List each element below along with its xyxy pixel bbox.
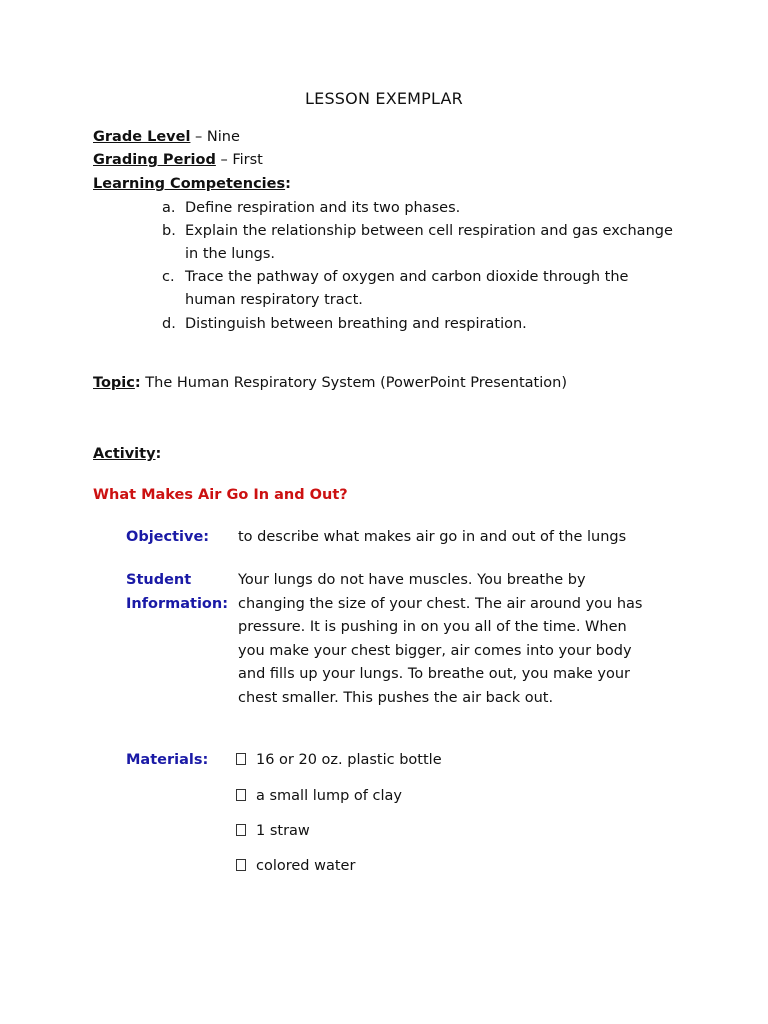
topic-line <box>93 375 567 391</box>
learning-competencies-label: Learning Competencies <box>93 176 286 192</box>
topic-label: Topic <box>93 375 135 391</box>
grade-level-line <box>93 129 240 145</box>
checkbox-icon <box>236 789 246 801</box>
competency-item <box>162 200 460 216</box>
topic-value: The Human Respiratory System (PowerPoint Presentation) <box>140 375 567 391</box>
material-item <box>236 823 310 839</box>
material-text: 16 or 20 oz. plastic bottle <box>256 752 442 768</box>
learning-competencies-heading <box>93 176 291 192</box>
competency-marker: a. <box>162 200 176 216</box>
material-text: a small lump of clay <box>256 788 402 804</box>
competency-text: Distinguish between breathing and respiration. <box>185 316 527 332</box>
material-text: 1 straw <box>256 823 310 839</box>
activity-heading <box>93 446 161 462</box>
material-text: colored water <box>256 858 356 874</box>
competency-text: Define respiration and its two phases. <box>185 200 461 216</box>
competency-marker: d. <box>162 316 176 332</box>
activity-title: What Makes Air Go In and Out? <box>93 487 348 503</box>
objective-label: Objective: <box>126 529 210 545</box>
checkbox-icon <box>236 859 246 871</box>
student-information-value: Your lungs do not have muscles. You breathe by changing the size of your chest. The air around you has pressure. It is pushing in on you all of the time. When you make your chest bigger, air comes into your body and fills up your lungs. To breathe out, you make your chest smaller. This pushes the air back out. <box>238 572 643 706</box>
materials-label: Materials: <box>126 752 209 768</box>
checkbox-icon <box>236 824 246 836</box>
grading-period-value: – First <box>215 152 263 168</box>
competency-marker: b. <box>162 223 176 239</box>
topic-colon: : <box>134 375 141 391</box>
grading-period-label: Grading Period <box>93 152 216 168</box>
learning-competencies-colon: : <box>285 176 291 192</box>
activity-label: Activity <box>93 446 156 462</box>
competency-text: Trace the pathway of oxygen and carbon dioxide through the <box>185 269 629 285</box>
competency-item <box>162 223 673 239</box>
objective-value: to describe what makes air go in and out of the lungs <box>238 529 627 545</box>
grading-period-line <box>93 152 263 168</box>
competency-item <box>162 316 527 332</box>
material-item <box>236 752 442 768</box>
checkbox-icon <box>236 753 246 765</box>
competency-text-continued: human respiratory tract. <box>185 292 363 308</box>
competency-text: Explain the relationship between cell respiration and gas exchange <box>185 223 673 239</box>
material-item <box>236 788 402 804</box>
grade-level-value: – Nine <box>190 129 240 145</box>
activity-colon: : <box>155 446 162 462</box>
material-item <box>236 858 355 874</box>
competency-item <box>162 269 628 285</box>
student-information-label-line1: Student <box>126 572 192 588</box>
student-information-label-line2: Information: <box>126 596 229 612</box>
competency-marker: c. <box>162 269 175 285</box>
competency-text-continued: in the lungs. <box>185 246 276 262</box>
grade-level-label: Grade Level <box>93 129 191 145</box>
page-title: LESSON EXEMPLAR <box>305 89 463 108</box>
